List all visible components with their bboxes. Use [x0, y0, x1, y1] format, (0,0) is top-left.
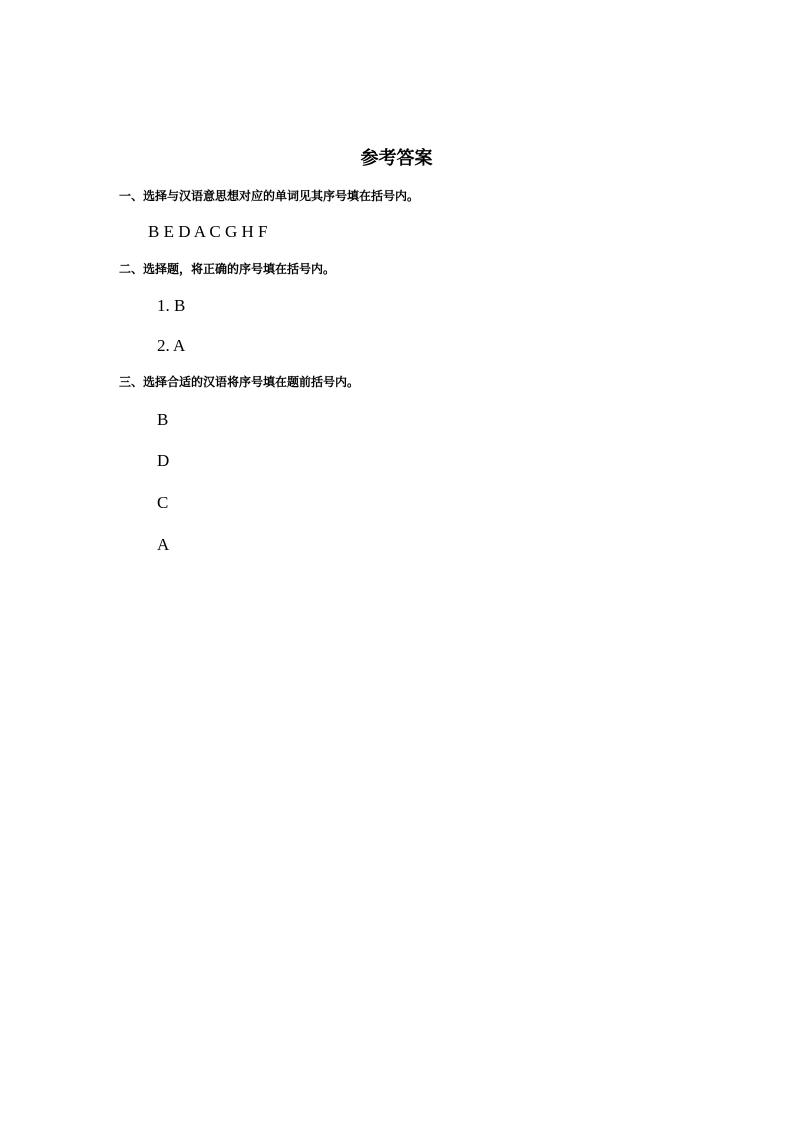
section-3-answer-3: C [157, 493, 169, 512]
section-3-answer-1: B [157, 410, 169, 429]
section-2-heading: 二、选择题，将正确的序号填在括号内。 [119, 262, 336, 276]
page-title: 参考答案 [360, 148, 433, 169]
section-3-heading: 三、选择合适的汉语将序号填在题前括号内。 [119, 375, 360, 389]
section-1-answer: B E D A C G H F [148, 222, 268, 241]
section-3-answer-2: D [157, 451, 170, 470]
section-2-answer-2: 2. A [157, 336, 186, 355]
section-1-heading: 一、选择与汉语意思想对应的单词见其序号填在括号内。 [119, 189, 420, 203]
section-3-answer-4: A [157, 535, 170, 554]
section-2-answer-1: 1. B [157, 296, 186, 315]
